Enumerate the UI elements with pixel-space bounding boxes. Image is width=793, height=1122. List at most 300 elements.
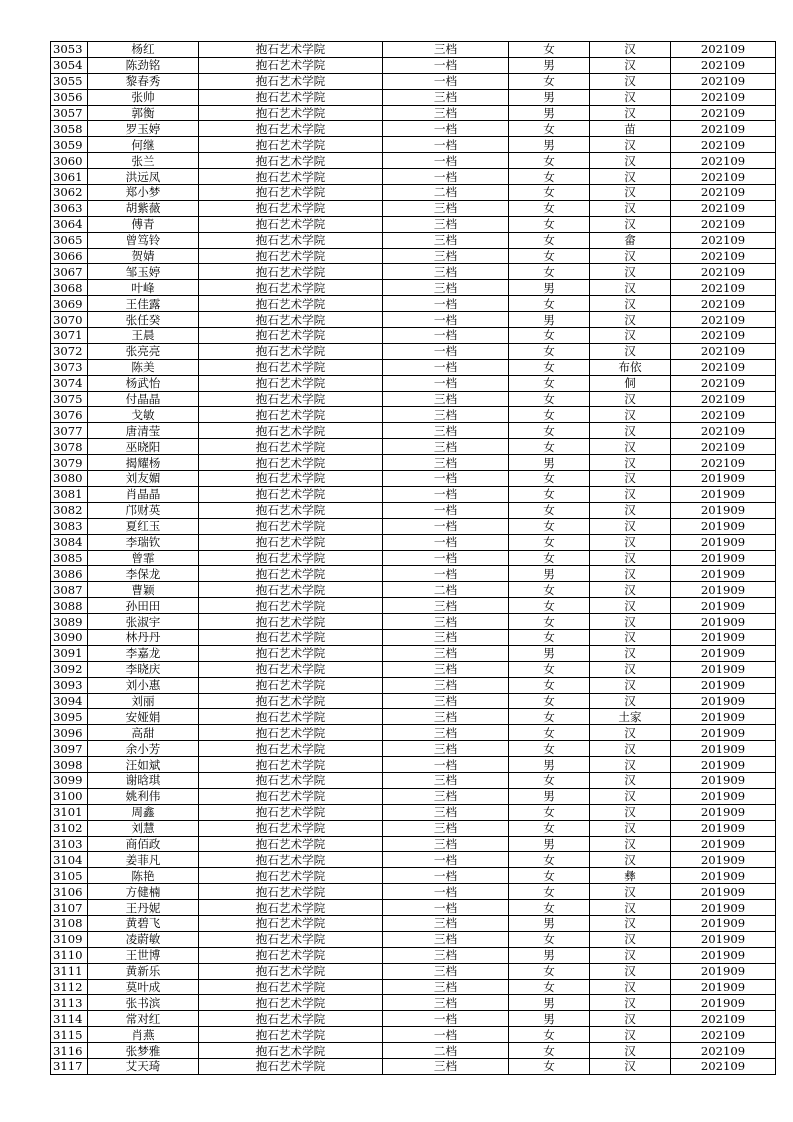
grade-cell: 三档 [383, 1059, 509, 1075]
row-number-cell: 3059 [51, 137, 88, 153]
name-cell: 李瑞钦 [88, 534, 199, 550]
sex-cell: 女 [509, 804, 590, 820]
row-number-cell: 3057 [51, 105, 88, 121]
sex-cell: 女 [509, 582, 590, 598]
term-cell: 202109 [671, 1059, 776, 1075]
grade-cell: 三档 [383, 725, 509, 741]
grade-cell: 三档 [383, 216, 509, 232]
college-cell: 抱石艺术学院 [199, 232, 383, 248]
ethnicity-cell: 汉 [590, 915, 671, 931]
ethnicity-cell: 汉 [590, 645, 671, 661]
college-cell: 抱石艺术学院 [199, 1059, 383, 1075]
row-number-cell: 3110 [51, 947, 88, 963]
college-cell: 抱石艺术学院 [199, 614, 383, 630]
college-cell: 抱石艺术学院 [199, 280, 383, 296]
grade-cell: 三档 [383, 439, 509, 455]
table-row [51, 836, 776, 852]
grade-cell: 三档 [383, 614, 509, 630]
term-cell: 201909 [671, 836, 776, 852]
name-cell: 余小芳 [88, 741, 199, 757]
name-cell: 方健楠 [88, 884, 199, 900]
college-cell: 抱石艺术学院 [199, 502, 383, 518]
ethnicity-cell: 汉 [590, 1027, 671, 1043]
sex-cell: 女 [509, 185, 590, 201]
row-number-cell: 3076 [51, 407, 88, 423]
sex-cell: 女 [509, 820, 590, 836]
college-cell: 抱石艺术学院 [199, 582, 383, 598]
ethnicity-cell: 汉 [590, 407, 671, 423]
term-cell: 201909 [671, 629, 776, 645]
name-cell: 张亮亮 [88, 343, 199, 359]
college-cell: 抱石艺术学院 [199, 629, 383, 645]
ethnicity-cell: 布依 [590, 359, 671, 375]
college-cell: 抱石艺术学院 [199, 216, 383, 232]
name-cell: 张任癸 [88, 312, 199, 328]
name-cell: 凌蔚敏 [88, 931, 199, 947]
sex-cell: 女 [509, 534, 590, 550]
grade-cell: 三档 [383, 804, 509, 820]
grade-cell: 一档 [383, 73, 509, 89]
row-number-cell: 3084 [51, 534, 88, 550]
college-cell: 抱石艺术学院 [199, 121, 383, 137]
ethnicity-cell: 汉 [590, 423, 671, 439]
grade-cell: 三档 [383, 979, 509, 995]
row-number-cell: 3115 [51, 1027, 88, 1043]
college-cell: 抱石艺术学院 [199, 725, 383, 741]
term-cell: 202109 [671, 137, 776, 153]
ethnicity-cell: 汉 [590, 1059, 671, 1075]
sex-cell: 男 [509, 757, 590, 773]
row-number-cell: 3090 [51, 629, 88, 645]
college-cell: 抱石艺术学院 [199, 550, 383, 566]
sex-cell: 女 [509, 614, 590, 630]
term-cell: 201909 [671, 900, 776, 916]
term-cell: 202109 [671, 1027, 776, 1043]
grade-cell: 三档 [383, 931, 509, 947]
row-number-cell: 3081 [51, 486, 88, 502]
name-cell: 王丹妮 [88, 900, 199, 916]
row-number-cell: 3087 [51, 582, 88, 598]
name-cell: 陈美 [88, 359, 199, 375]
ethnicity-cell: 苗 [590, 121, 671, 137]
ethnicity-cell: 汉 [590, 550, 671, 566]
term-cell: 201909 [671, 772, 776, 788]
row-number-cell: 3098 [51, 757, 88, 773]
term-cell: 202109 [671, 216, 776, 232]
ethnicity-cell: 汉 [590, 963, 671, 979]
name-cell: 戈敏 [88, 407, 199, 423]
name-cell: 贺婧 [88, 248, 199, 264]
term-cell: 201909 [671, 661, 776, 677]
college-cell: 抱石艺术学院 [199, 439, 383, 455]
sex-cell: 女 [509, 248, 590, 264]
name-cell: 王佳露 [88, 296, 199, 312]
name-cell: 揭耀杨 [88, 455, 199, 471]
term-cell: 202109 [671, 248, 776, 264]
sex-cell: 女 [509, 518, 590, 534]
sex-cell: 女 [509, 296, 590, 312]
grade-cell: 一档 [383, 343, 509, 359]
grade-cell: 三档 [383, 677, 509, 693]
term-cell: 201909 [671, 534, 776, 550]
row-number-cell: 3101 [51, 804, 88, 820]
term-cell: 202109 [671, 121, 776, 137]
college-cell: 抱石艺术学院 [199, 947, 383, 963]
row-number-cell: 3079 [51, 455, 88, 471]
college-cell: 抱石艺术学院 [199, 868, 383, 884]
ethnicity-cell: 汉 [590, 248, 671, 264]
term-cell: 202109 [671, 359, 776, 375]
college-cell: 抱石艺术学院 [199, 391, 383, 407]
ethnicity-cell: 汉 [590, 264, 671, 280]
name-cell: 姜菲凡 [88, 852, 199, 868]
term-cell: 201909 [671, 820, 776, 836]
grade-cell: 二档 [383, 582, 509, 598]
ethnicity-cell: 土家 [590, 709, 671, 725]
table-row [51, 264, 776, 280]
table-row [51, 57, 776, 73]
sex-cell: 女 [509, 900, 590, 916]
term-cell: 201909 [671, 677, 776, 693]
sex-cell: 男 [509, 455, 590, 471]
name-cell: 唐清莹 [88, 423, 199, 439]
table-row [51, 375, 776, 391]
college-cell: 抱石艺术学院 [199, 677, 383, 693]
grade-cell: 三档 [383, 693, 509, 709]
grade-cell: 一档 [383, 121, 509, 137]
college-cell: 抱石艺术学院 [199, 137, 383, 153]
ethnicity-cell: 汉 [590, 73, 671, 89]
term-cell: 201909 [671, 486, 776, 502]
table-row [51, 185, 776, 201]
college-cell: 抱石艺术学院 [199, 42, 383, 58]
name-cell: 黎春秀 [88, 73, 199, 89]
grade-cell: 一档 [383, 852, 509, 868]
term-cell: 202109 [671, 1011, 776, 1027]
ethnicity-cell: 汉 [590, 741, 671, 757]
sex-cell: 女 [509, 121, 590, 137]
college-cell: 抱石艺术学院 [199, 836, 383, 852]
table-row [51, 900, 776, 916]
ethnicity-cell: 汉 [590, 216, 671, 232]
grade-cell: 三档 [383, 915, 509, 931]
grade-cell: 三档 [383, 629, 509, 645]
name-cell: 巫晓阳 [88, 439, 199, 455]
college-cell: 抱石艺术学院 [199, 169, 383, 185]
table-row [51, 804, 776, 820]
college-cell: 抱石艺术学院 [199, 343, 383, 359]
college-cell: 抱石艺术学院 [199, 423, 383, 439]
term-cell: 202109 [671, 42, 776, 58]
table-row [51, 328, 776, 344]
table-row [51, 598, 776, 614]
sex-cell: 女 [509, 439, 590, 455]
row-number-cell: 3093 [51, 677, 88, 693]
sex-cell: 男 [509, 566, 590, 582]
college-cell: 抱石艺术学院 [199, 931, 383, 947]
row-number-cell: 3108 [51, 915, 88, 931]
row-number-cell: 3091 [51, 645, 88, 661]
row-number-cell: 3113 [51, 995, 88, 1011]
sex-cell: 女 [509, 979, 590, 995]
ethnicity-cell: 汉 [590, 598, 671, 614]
row-number-cell: 3104 [51, 852, 88, 868]
row-number-cell: 3073 [51, 359, 88, 375]
ethnicity-cell: 汉 [590, 280, 671, 296]
table-row [51, 359, 776, 375]
ethnicity-cell: 汉 [590, 328, 671, 344]
ethnicity-cell: 汉 [590, 931, 671, 947]
table-row [51, 820, 776, 836]
term-cell: 201909 [671, 852, 776, 868]
sex-cell: 男 [509, 280, 590, 296]
name-cell: 张兰 [88, 153, 199, 169]
college-cell: 抱石艺术学院 [199, 566, 383, 582]
row-number-cell: 3107 [51, 900, 88, 916]
row-number-cell: 3111 [51, 963, 88, 979]
name-cell: 邝财英 [88, 502, 199, 518]
table-row [51, 868, 776, 884]
college-cell: 抱石艺术学院 [199, 375, 383, 391]
term-cell: 202109 [671, 312, 776, 328]
term-cell: 202109 [671, 264, 776, 280]
grade-cell: 一档 [383, 900, 509, 916]
ethnicity-cell: 汉 [590, 629, 671, 645]
sex-cell: 女 [509, 963, 590, 979]
grade-cell: 一档 [383, 312, 509, 328]
term-cell: 202109 [671, 200, 776, 216]
sex-cell: 女 [509, 486, 590, 502]
row-number-cell: 3114 [51, 1011, 88, 1027]
college-cell: 抱石艺术学院 [199, 884, 383, 900]
sex-cell: 女 [509, 359, 590, 375]
row-number-cell: 3080 [51, 471, 88, 487]
name-cell: 叶峰 [88, 280, 199, 296]
table-row [51, 915, 776, 931]
college-cell: 抱石艺术学院 [199, 264, 383, 280]
table-row [51, 89, 776, 105]
name-cell: 汪如斌 [88, 757, 199, 773]
sex-cell: 女 [509, 550, 590, 566]
name-cell: 王世博 [88, 947, 199, 963]
table-row [51, 232, 776, 248]
table-row [51, 725, 776, 741]
sex-cell: 女 [509, 153, 590, 169]
ethnicity-cell: 汉 [590, 820, 671, 836]
table-row [51, 455, 776, 471]
ethnicity-cell: 汉 [590, 979, 671, 995]
sex-cell: 男 [509, 995, 590, 1011]
row-number-cell: 3106 [51, 884, 88, 900]
name-cell: 洪远凤 [88, 169, 199, 185]
sex-cell: 女 [509, 1059, 590, 1075]
term-cell: 202109 [671, 73, 776, 89]
table-row [51, 550, 776, 566]
ethnicity-cell: 彝 [590, 868, 671, 884]
sex-cell: 女 [509, 264, 590, 280]
term-cell: 202109 [671, 407, 776, 423]
name-cell: 杨红 [88, 42, 199, 58]
sex-cell: 女 [509, 772, 590, 788]
ethnicity-cell: 汉 [590, 169, 671, 185]
sex-cell: 男 [509, 137, 590, 153]
college-cell: 抱石艺术学院 [199, 73, 383, 89]
grade-cell: 三档 [383, 995, 509, 1011]
table-row [51, 1027, 776, 1043]
grade-cell: 三档 [383, 947, 509, 963]
grade-cell: 一档 [383, 471, 509, 487]
table-row [51, 486, 776, 502]
term-cell: 201909 [671, 582, 776, 598]
college-cell: 抱石艺术学院 [199, 852, 383, 868]
name-cell: 艾天琦 [88, 1059, 199, 1075]
table-row [51, 153, 776, 169]
table-row [51, 931, 776, 947]
table-row [51, 788, 776, 804]
ethnicity-cell: 汉 [590, 42, 671, 58]
name-cell: 黄碧飞 [88, 915, 199, 931]
grade-cell: 一档 [383, 1027, 509, 1043]
ethnicity-cell: 侗 [590, 375, 671, 391]
sex-cell: 女 [509, 232, 590, 248]
name-cell: 夏红玉 [88, 518, 199, 534]
table-row [51, 979, 776, 995]
row-number-cell: 3053 [51, 42, 88, 58]
college-cell: 抱石艺术学院 [199, 598, 383, 614]
table-row [51, 137, 776, 153]
ethnicity-cell: 汉 [590, 534, 671, 550]
term-cell: 201909 [671, 947, 776, 963]
college-cell: 抱石艺术学院 [199, 979, 383, 995]
term-cell: 202109 [671, 1043, 776, 1059]
term-cell: 201909 [671, 598, 776, 614]
name-cell: 刘小惠 [88, 677, 199, 693]
name-cell: 张帅 [88, 89, 199, 105]
college-cell: 抱石艺术学院 [199, 471, 383, 487]
row-number-cell: 3102 [51, 820, 88, 836]
term-cell: 202109 [671, 296, 776, 312]
table-row [51, 216, 776, 232]
term-cell: 201909 [671, 884, 776, 900]
college-cell: 抱石艺术学院 [199, 900, 383, 916]
sex-cell: 女 [509, 931, 590, 947]
term-cell: 201909 [671, 995, 776, 1011]
grade-cell: 一档 [383, 296, 509, 312]
ethnicity-cell: 汉 [590, 582, 671, 598]
grade-cell: 三档 [383, 709, 509, 725]
college-cell: 抱石艺术学院 [199, 963, 383, 979]
row-number-cell: 3086 [51, 566, 88, 582]
term-cell: 201909 [671, 804, 776, 820]
college-cell: 抱石艺术学院 [199, 185, 383, 201]
college-cell: 抱石艺术学院 [199, 105, 383, 121]
row-number-cell: 3083 [51, 518, 88, 534]
name-cell: 刘丽 [88, 693, 199, 709]
name-cell: 孙田田 [88, 598, 199, 614]
name-cell: 林丹丹 [88, 629, 199, 645]
row-number-cell: 3069 [51, 296, 88, 312]
name-cell: 肖晶晶 [88, 486, 199, 502]
row-number-cell: 3116 [51, 1043, 88, 1059]
table-row [51, 757, 776, 773]
row-number-cell: 3112 [51, 979, 88, 995]
college-cell: 抱石艺术学院 [199, 328, 383, 344]
table-row [51, 693, 776, 709]
college-cell: 抱石艺术学院 [199, 57, 383, 73]
table-row [51, 1011, 776, 1027]
term-cell: 201909 [671, 566, 776, 582]
ethnicity-cell: 汉 [590, 137, 671, 153]
term-cell: 202109 [671, 343, 776, 359]
grade-cell: 一档 [383, 534, 509, 550]
table-row [51, 947, 776, 963]
sex-cell: 女 [509, 407, 590, 423]
ethnicity-cell: 汉 [590, 836, 671, 852]
row-number-cell: 3056 [51, 89, 88, 105]
grade-cell: 三档 [383, 820, 509, 836]
row-number-cell: 3074 [51, 375, 88, 391]
name-cell: 曹颖 [88, 582, 199, 598]
term-cell: 202109 [671, 89, 776, 105]
grade-cell: 三档 [383, 645, 509, 661]
name-cell: 陈艳 [88, 868, 199, 884]
sex-cell: 男 [509, 105, 590, 121]
grade-cell: 三档 [383, 963, 509, 979]
college-cell: 抱石艺术学院 [199, 359, 383, 375]
ethnicity-cell: 汉 [590, 693, 671, 709]
sex-cell: 女 [509, 661, 590, 677]
college-cell: 抱石艺术学院 [199, 89, 383, 105]
ethnicity-cell: 汉 [590, 153, 671, 169]
term-cell: 201909 [671, 645, 776, 661]
sex-cell: 女 [509, 328, 590, 344]
grade-cell: 三档 [383, 741, 509, 757]
sex-cell: 男 [509, 312, 590, 328]
name-cell: 郑小梦 [88, 185, 199, 201]
sex-cell: 女 [509, 471, 590, 487]
sex-cell: 女 [509, 216, 590, 232]
grade-cell: 一档 [383, 757, 509, 773]
name-cell: 商佰政 [88, 836, 199, 852]
table-row [51, 502, 776, 518]
college-cell: 抱石艺术学院 [199, 772, 383, 788]
sex-cell: 女 [509, 852, 590, 868]
grade-cell: 一档 [383, 137, 509, 153]
row-number-cell: 3067 [51, 264, 88, 280]
college-cell: 抱石艺术学院 [199, 312, 383, 328]
row-number-cell: 3063 [51, 200, 88, 216]
ethnicity-cell: 汉 [590, 772, 671, 788]
row-number-cell: 3055 [51, 73, 88, 89]
grade-cell: 二档 [383, 185, 509, 201]
ethnicity-cell: 汉 [590, 566, 671, 582]
grade-cell: 三档 [383, 264, 509, 280]
table-row [51, 884, 776, 900]
term-cell: 201909 [671, 725, 776, 741]
row-number-cell: 3089 [51, 614, 88, 630]
college-cell: 抱石艺术学院 [199, 804, 383, 820]
table-row [51, 995, 776, 1011]
table-row [51, 709, 776, 725]
ethnicity-cell: 汉 [590, 105, 671, 121]
name-cell: 曾笃铃 [88, 232, 199, 248]
sex-cell: 女 [509, 343, 590, 359]
term-cell: 202109 [671, 280, 776, 296]
sex-cell: 男 [509, 89, 590, 105]
sex-cell: 女 [509, 1027, 590, 1043]
ethnicity-cell: 汉 [590, 884, 671, 900]
ethnicity-cell: 汉 [590, 57, 671, 73]
